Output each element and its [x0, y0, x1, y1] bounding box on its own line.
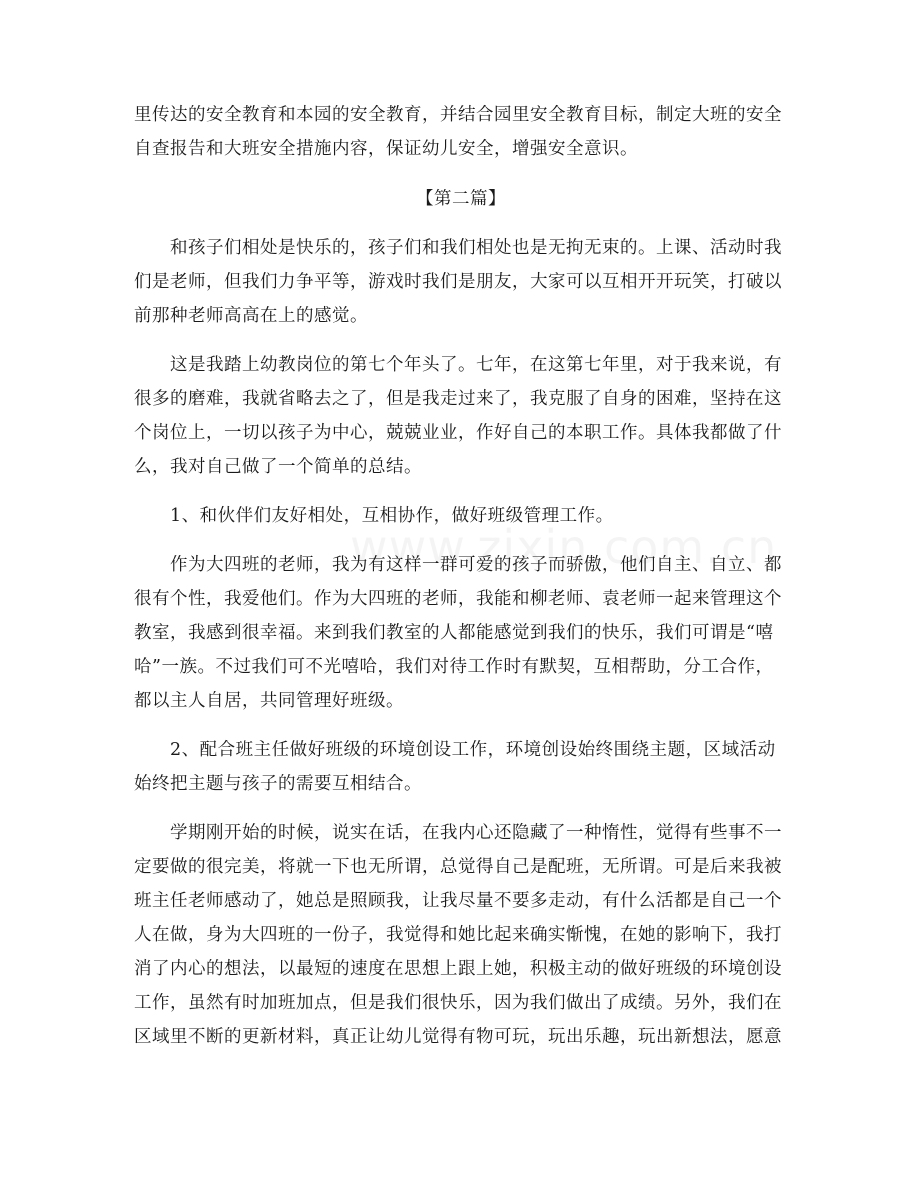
- text-line: 学期刚开始的时候，说实在话，在我内心还隐藏了一种惰性，觉得有些事不一: [170, 823, 782, 843]
- text-line: 班主任老师感动了，她总是照顾我，让我尽量不要多走动，有什么活都是自己一个: [134, 891, 782, 911]
- text-line: 作为大四班的老师，我为有这样一群可爱的孩子而骄傲，他们自主、自立、都: [170, 555, 782, 575]
- text-line: 很多的磨难，我就省略去之了，但是我走过来了，我克服了自身的困难，坚持在这: [134, 389, 782, 409]
- paragraph-2: [134, 348, 788, 484]
- paragraph-1: [134, 231, 788, 333]
- text-line: 么，我对自己做了一个简单的总结。: [134, 457, 422, 477]
- text-line: 前那种老师高高在上的感觉。: [134, 306, 368, 326]
- text-line: 教室，我感到很幸福。来到我们教室的人都能感觉到我们的快乐，我们可谓是“嘻: [134, 623, 774, 643]
- section-title: 【第二篇】: [416, 189, 506, 209]
- text-line: 人在做，身为大四班的一份子，我觉得和她比起来确实惭愧，在她的影响下，我打: [134, 925, 782, 945]
- text-line: 1、和伙伴们友好相处，互相协作，做好班级管理工作。: [170, 506, 614, 526]
- document-body: [134, 98, 788, 1054]
- list-item-1: [134, 499, 788, 533]
- text-line: 里传达的安全教育和本园的安全教育，并结合园里安全教育目标，制定大班的安全: [134, 105, 782, 125]
- text-line: 区域里不断的更新材料，真正让幼儿觉得有物可玩，玩出乐趣，玩出新想法，愿意: [134, 1027, 782, 1047]
- paragraph-4: [134, 816, 788, 1054]
- paragraph-3: [134, 548, 788, 718]
- text-line: 哈”一族。不过我们可不光嘻哈，我们对待工作时有默契，互相帮助，分工合作，: [134, 657, 774, 677]
- text-line: 很有个性，我爱他们。作为大四班的老师，我能和柳老师、袁老师一起来管理这个: [134, 589, 782, 609]
- text-line: 自查报告和大班安全措施内容，保证幼儿安全，增强安全意识。: [134, 139, 638, 159]
- text-line: 都以主人自居，共同管理好班级。: [134, 691, 404, 711]
- text-line: 定要做的很完美，将就一下也无所谓，总觉得自己是配班，无所谓。可是后来我被: [134, 857, 782, 877]
- text-line: 这是我踏上幼教岗位的第七个年头了。七年，在这第七年里，对于我来说，有: [170, 355, 782, 375]
- text-line: 消了内心的想法，以最短的速度在思想上跟上她，积极主动的做好班级的环境创设: [134, 959, 782, 979]
- intro-paragraph: [134, 98, 788, 166]
- list-item-2: [134, 733, 788, 801]
- text-line: 始终把主题与孩子的需要互相结合。: [134, 774, 422, 794]
- text-line: 个岗位上，一切以孩子为中心，兢兢业业，作好自己的本职工作。具体我都做了什: [134, 423, 782, 443]
- text-line: 和孩子们相处是快乐的，孩子们和我们相处也是无拘无束的。上课、活动时我: [170, 238, 782, 258]
- text-line: 们是老师，但我们力争平等，游戏时我们是朋友，大家可以互相开开玩笑，打破以: [134, 272, 782, 292]
- text-line: 2、配合班主任做好班级的环境创设工作，环境创设始终围绕主题，区域活动: [170, 740, 776, 760]
- text-line: 工作，虽然有时加班加点，但是我们很快乐，因为我们做出了成绩。另外，我们在: [134, 993, 782, 1013]
